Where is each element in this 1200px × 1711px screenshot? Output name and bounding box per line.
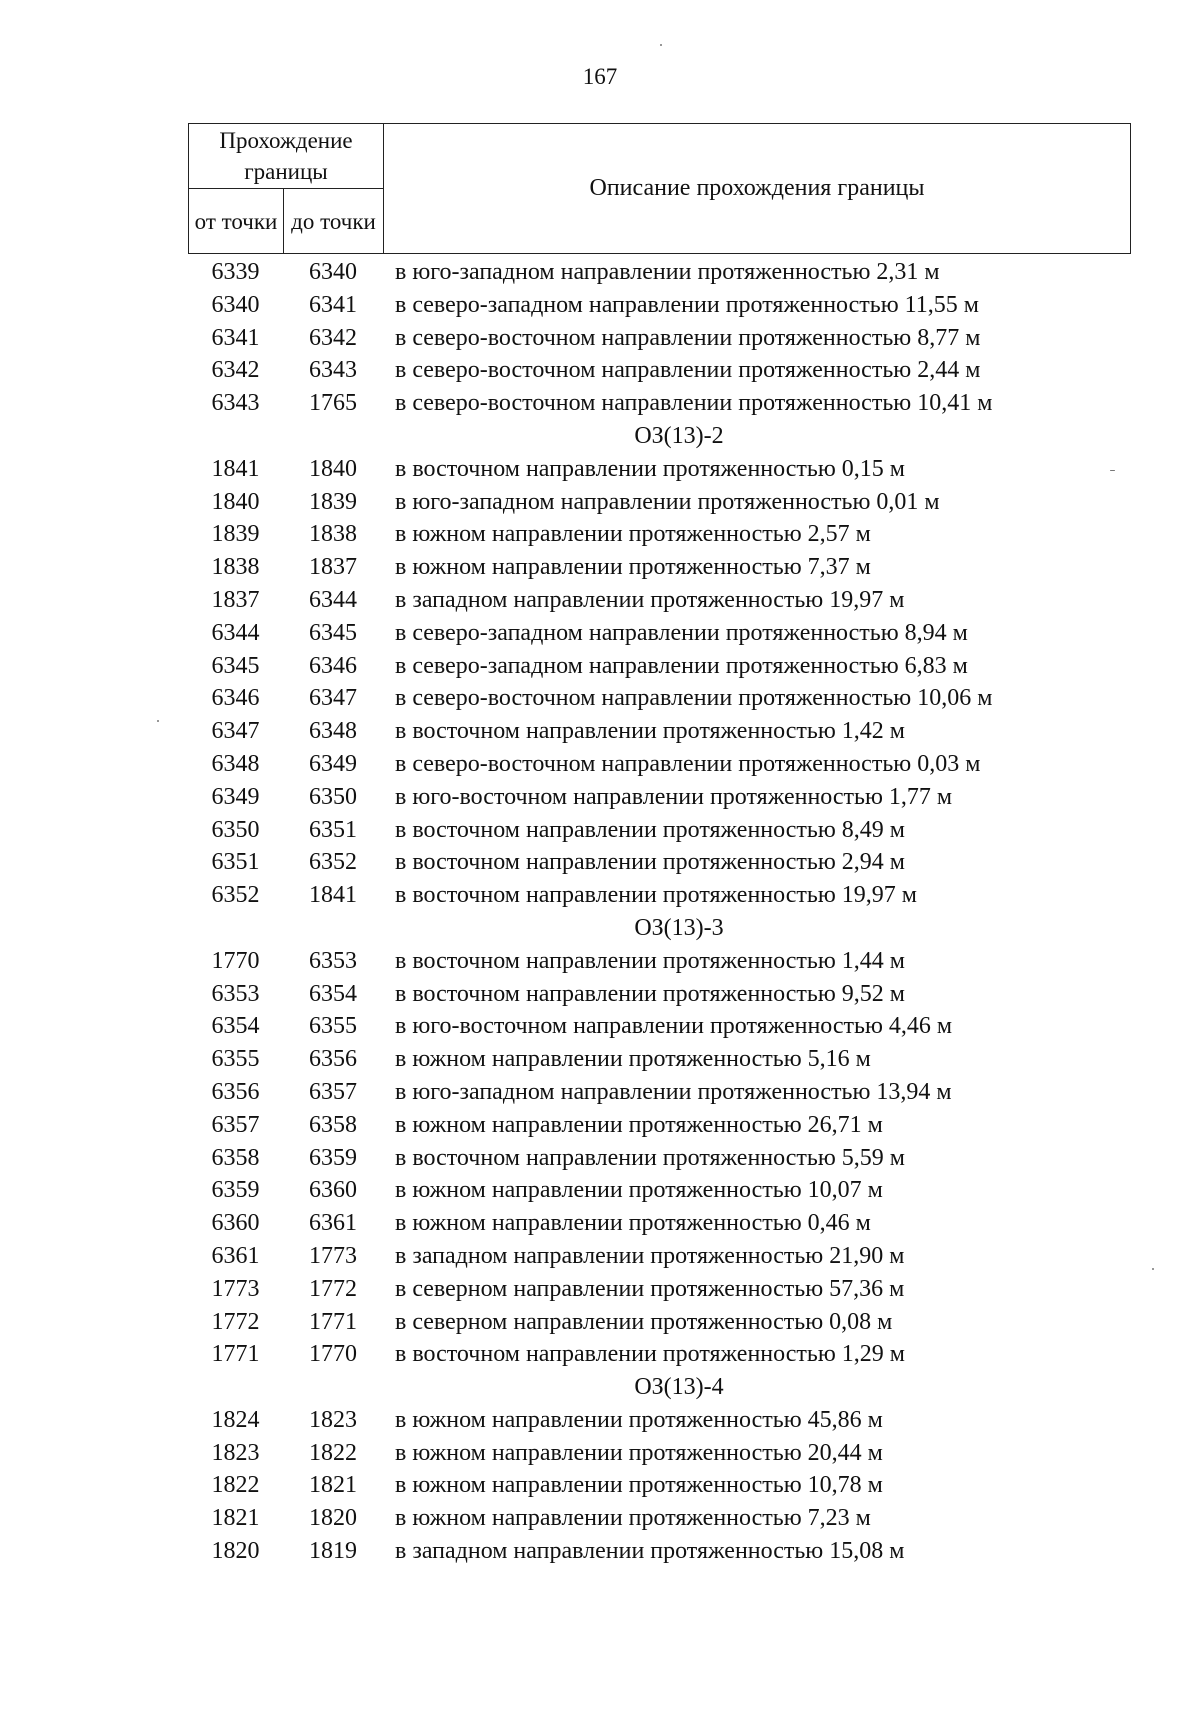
section-heading: ОЗ(13)-2	[634, 422, 724, 449]
to-point-cell: 1822	[309, 1439, 357, 1466]
description-cell: в южном направлении протяженностью 20,44 м	[395, 1439, 883, 1466]
table-row	[188, 1437, 1130, 1470]
description-cell: в северо-восточном направлении протяженностью 2,44 м	[395, 357, 981, 384]
description-cell: в восточном направлении протяженностью 1,29 м	[395, 1341, 905, 1368]
description-cell: в северо-западном направлении протяженностью 6,83 м	[395, 652, 968, 679]
table-row	[188, 486, 1130, 519]
description-cell: в южном направлении протяженностью 0,46 м	[395, 1210, 871, 1237]
table-row	[188, 1338, 1130, 1371]
from-point-cell: 6361	[211, 1242, 260, 1269]
table-row	[188, 781, 1130, 814]
description-cell: в западном направлении протяженностью 19,97 м	[395, 586, 905, 613]
table-row	[188, 1502, 1130, 1535]
table-row	[188, 1273, 1130, 1306]
to-point-cell: 1765	[309, 390, 357, 417]
description-cell: в юго-западном направлении протяженностью 2,31 м	[395, 259, 940, 285]
description-cell: в северном направлении протяженностью 0,08 м	[395, 1308, 893, 1335]
table-header	[188, 123, 1131, 254]
table-row	[188, 1207, 1130, 1240]
from-point-cell: 1773	[211, 1275, 260, 1302]
from-point-cell: 6354	[211, 1013, 260, 1040]
table-row	[188, 387, 1130, 420]
to-point-cell: 1823	[309, 1406, 357, 1433]
description-cell: в северном направлении протяженностью 57,36 м	[395, 1275, 905, 1302]
to-point-cell: 6345	[309, 619, 357, 646]
to-point-cell: 6348	[309, 718, 357, 745]
header-from-point: от точки	[189, 189, 284, 254]
to-point-cell: 1771	[309, 1308, 357, 1335]
description-cell: в западном направлении протяженностью 15,08 м	[395, 1538, 905, 1565]
description-cell: в южном направлении протяженностью 5,16 м	[395, 1046, 871, 1073]
to-point-cell: 6340	[309, 259, 357, 285]
to-point-cell: 6347	[309, 685, 357, 712]
description-cell: в северо-западном направлении протяженностью 8,94 м	[395, 619, 968, 646]
from-point-cell: 1821	[211, 1505, 260, 1532]
from-point-cell: 1840	[211, 488, 260, 515]
description-cell: в южном направлении протяженностью 10,78 м	[395, 1472, 883, 1499]
from-point-cell: 1770	[211, 947, 260, 974]
table-row	[188, 354, 1130, 387]
description-cell: в юго-восточном направлении протяженностью 1,77 м	[395, 783, 953, 810]
table-row	[188, 1043, 1130, 1076]
header-description: Описание прохождения границы	[384, 124, 1131, 254]
description-cell: в северо-западном направлении протяженностью 11,55 м	[395, 291, 979, 318]
from-point-cell: 6355	[211, 1046, 260, 1073]
table-row	[188, 1306, 1130, 1339]
from-point-cell: 6339	[211, 259, 260, 285]
from-point-cell: 1772	[211, 1308, 260, 1335]
table-row	[188, 879, 1130, 912]
from-point-cell: 6356	[211, 1078, 260, 1105]
description-cell: в южном направлении протяженностью 45,86 м	[395, 1406, 883, 1433]
from-point-cell: 6346	[211, 685, 260, 712]
page-number: 167	[582, 64, 618, 89]
to-point-cell: 1841	[309, 882, 357, 909]
description-cell: в южном направлении протяженностью 7,37 м	[395, 554, 871, 581]
table-row	[188, 1469, 1130, 1502]
to-point-cell: 1821	[309, 1472, 357, 1499]
from-point-cell: 6343	[211, 390, 260, 417]
to-point-cell: 6353	[309, 947, 357, 974]
table-row	[188, 1535, 1130, 1568]
to-point-cell: 1839	[309, 488, 357, 515]
to-point-cell: 6360	[309, 1177, 357, 1204]
to-point-cell: 1820	[309, 1505, 357, 1532]
from-point-cell: 1822	[211, 1472, 260, 1499]
table-row	[188, 1174, 1130, 1207]
to-point-cell: 1772	[309, 1275, 357, 1302]
description-cell: в северо-восточном направлении протяженностью 10,41 м	[395, 390, 993, 417]
description-cell: в южном направлении протяженностью 7,23 м	[395, 1505, 871, 1532]
from-point-cell: 1820	[211, 1538, 260, 1565]
from-point-cell: 6342	[211, 357, 260, 384]
description-cell: в восточном направлении протяженностью 1,44 м	[395, 947, 905, 974]
to-point-cell: 6346	[309, 652, 357, 679]
table-row	[188, 1010, 1130, 1043]
description-cell: в южном направлении протяженностью 2,57 м	[395, 521, 871, 548]
from-point-cell: 6344	[211, 619, 260, 646]
description-cell: в западном направлении протяженностью 21,90 м	[395, 1242, 905, 1269]
from-point-cell: 1771	[211, 1341, 260, 1368]
from-point-cell: 6347	[211, 718, 260, 745]
table-row	[188, 518, 1130, 551]
table-row	[188, 551, 1130, 584]
header-to-point: до точки	[284, 189, 384, 254]
from-point-cell: 6359	[211, 1177, 260, 1204]
table-row	[188, 814, 1130, 847]
table-row	[188, 748, 1130, 781]
description-cell: в восточном направлении протяженностью 8,49 м	[395, 816, 905, 843]
from-point-cell: 6360	[211, 1210, 260, 1237]
to-point-cell: 1837	[309, 554, 357, 581]
header-boundary-passage: Прохождение границы	[189, 124, 384, 189]
table-row	[188, 715, 1130, 748]
table-row	[188, 1404, 1130, 1437]
boundary-table-body	[188, 256, 1130, 1568]
from-point-cell: 6352	[211, 882, 260, 909]
from-point-cell: 6358	[211, 1144, 260, 1171]
to-point-cell: 6352	[309, 849, 357, 876]
description-cell: в южном направлении протяженностью 26,71 м	[395, 1111, 883, 1138]
to-point-cell: 6341	[309, 291, 357, 318]
description-cell: в юго-западном направлении протяженностью 13,94 м	[395, 1078, 952, 1105]
from-point-cell: 6353	[211, 980, 260, 1007]
description-cell: в восточном направлении протяженностью 9,52 м	[395, 980, 905, 1007]
table-row	[188, 453, 1130, 486]
description-cell: в северо-восточном направлении протяженностью 0,03 м	[395, 750, 981, 777]
table-row	[188, 650, 1130, 683]
description-cell: в восточном направлении протяженностью 2,94 м	[395, 849, 905, 876]
table-row	[188, 256, 1130, 289]
description-cell: в восточном направлении протяженностью 19,97 м	[395, 882, 917, 909]
table-row	[188, 322, 1130, 355]
from-point-cell: 1838	[211, 554, 260, 581]
table-row	[188, 617, 1130, 650]
description-cell: в северо-восточном направлении протяженностью 10,06 м	[395, 685, 993, 712]
to-point-cell: 6354	[309, 980, 357, 1007]
to-point-cell: 1838	[309, 521, 357, 548]
to-point-cell: 1773	[309, 1242, 357, 1269]
from-point-cell: 6345	[211, 652, 260, 679]
table-row	[188, 846, 1130, 879]
table-row	[188, 584, 1130, 617]
from-point-cell: 6340	[211, 291, 260, 318]
to-point-cell: 1770	[309, 1341, 357, 1368]
to-point-cell: 6359	[309, 1144, 357, 1171]
from-point-cell: 1824	[211, 1406, 260, 1433]
section-heading: ОЗ(13)-3	[634, 914, 724, 941]
from-point-cell: 6351	[211, 849, 260, 876]
table-row	[188, 1240, 1130, 1273]
description-cell: в юго-западном направлении протяженностью 0,01 м	[395, 488, 940, 515]
from-point-cell: 1841	[211, 455, 260, 482]
table-row	[188, 289, 1130, 322]
table-row	[188, 945, 1130, 978]
description-cell: в восточном направлении протяженностью 0,15 м	[395, 455, 905, 482]
description-cell: в юго-восточном направлении протяженностью 4,46 м	[395, 1013, 953, 1040]
to-point-cell: 6344	[309, 586, 357, 613]
to-point-cell: 6361	[309, 1210, 357, 1237]
table-row	[188, 1142, 1130, 1175]
to-point-cell: 6356	[309, 1046, 357, 1073]
from-point-cell: 6350	[211, 816, 260, 843]
table-row	[188, 1076, 1130, 1109]
to-point-cell: 6342	[309, 324, 357, 351]
from-point-cell: 6341	[211, 324, 260, 351]
to-point-cell: 6343	[309, 357, 357, 384]
from-point-cell: 6357	[211, 1111, 260, 1138]
to-point-cell: 1819	[309, 1538, 357, 1565]
description-cell: в восточном направлении протяженностью 1,42 м	[395, 718, 905, 745]
to-point-cell: 6351	[309, 816, 357, 843]
from-point-cell: 1839	[211, 521, 260, 548]
from-point-cell: 6349	[211, 783, 260, 810]
description-cell: в южном направлении протяженностью 10,07 м	[395, 1177, 883, 1204]
table-row	[188, 682, 1130, 715]
to-point-cell: 6357	[309, 1078, 357, 1105]
to-point-cell: 6350	[309, 783, 357, 810]
table-row	[188, 1109, 1130, 1142]
from-point-cell: 1837	[211, 586, 260, 613]
to-point-cell: 6358	[309, 1111, 357, 1138]
description-cell: в северо-восточном направлении протяженностью 8,77 м	[395, 324, 981, 351]
to-point-cell: 1840	[309, 455, 357, 482]
from-point-cell: 1823	[211, 1439, 260, 1466]
to-point-cell: 6355	[309, 1013, 357, 1040]
table-row	[188, 978, 1130, 1011]
from-point-cell: 6348	[211, 750, 260, 777]
section-heading: ОЗ(13)-4	[634, 1374, 724, 1401]
to-point-cell: 6349	[309, 750, 357, 777]
description-cell: в восточном направлении протяженностью 5,59 м	[395, 1144, 905, 1171]
